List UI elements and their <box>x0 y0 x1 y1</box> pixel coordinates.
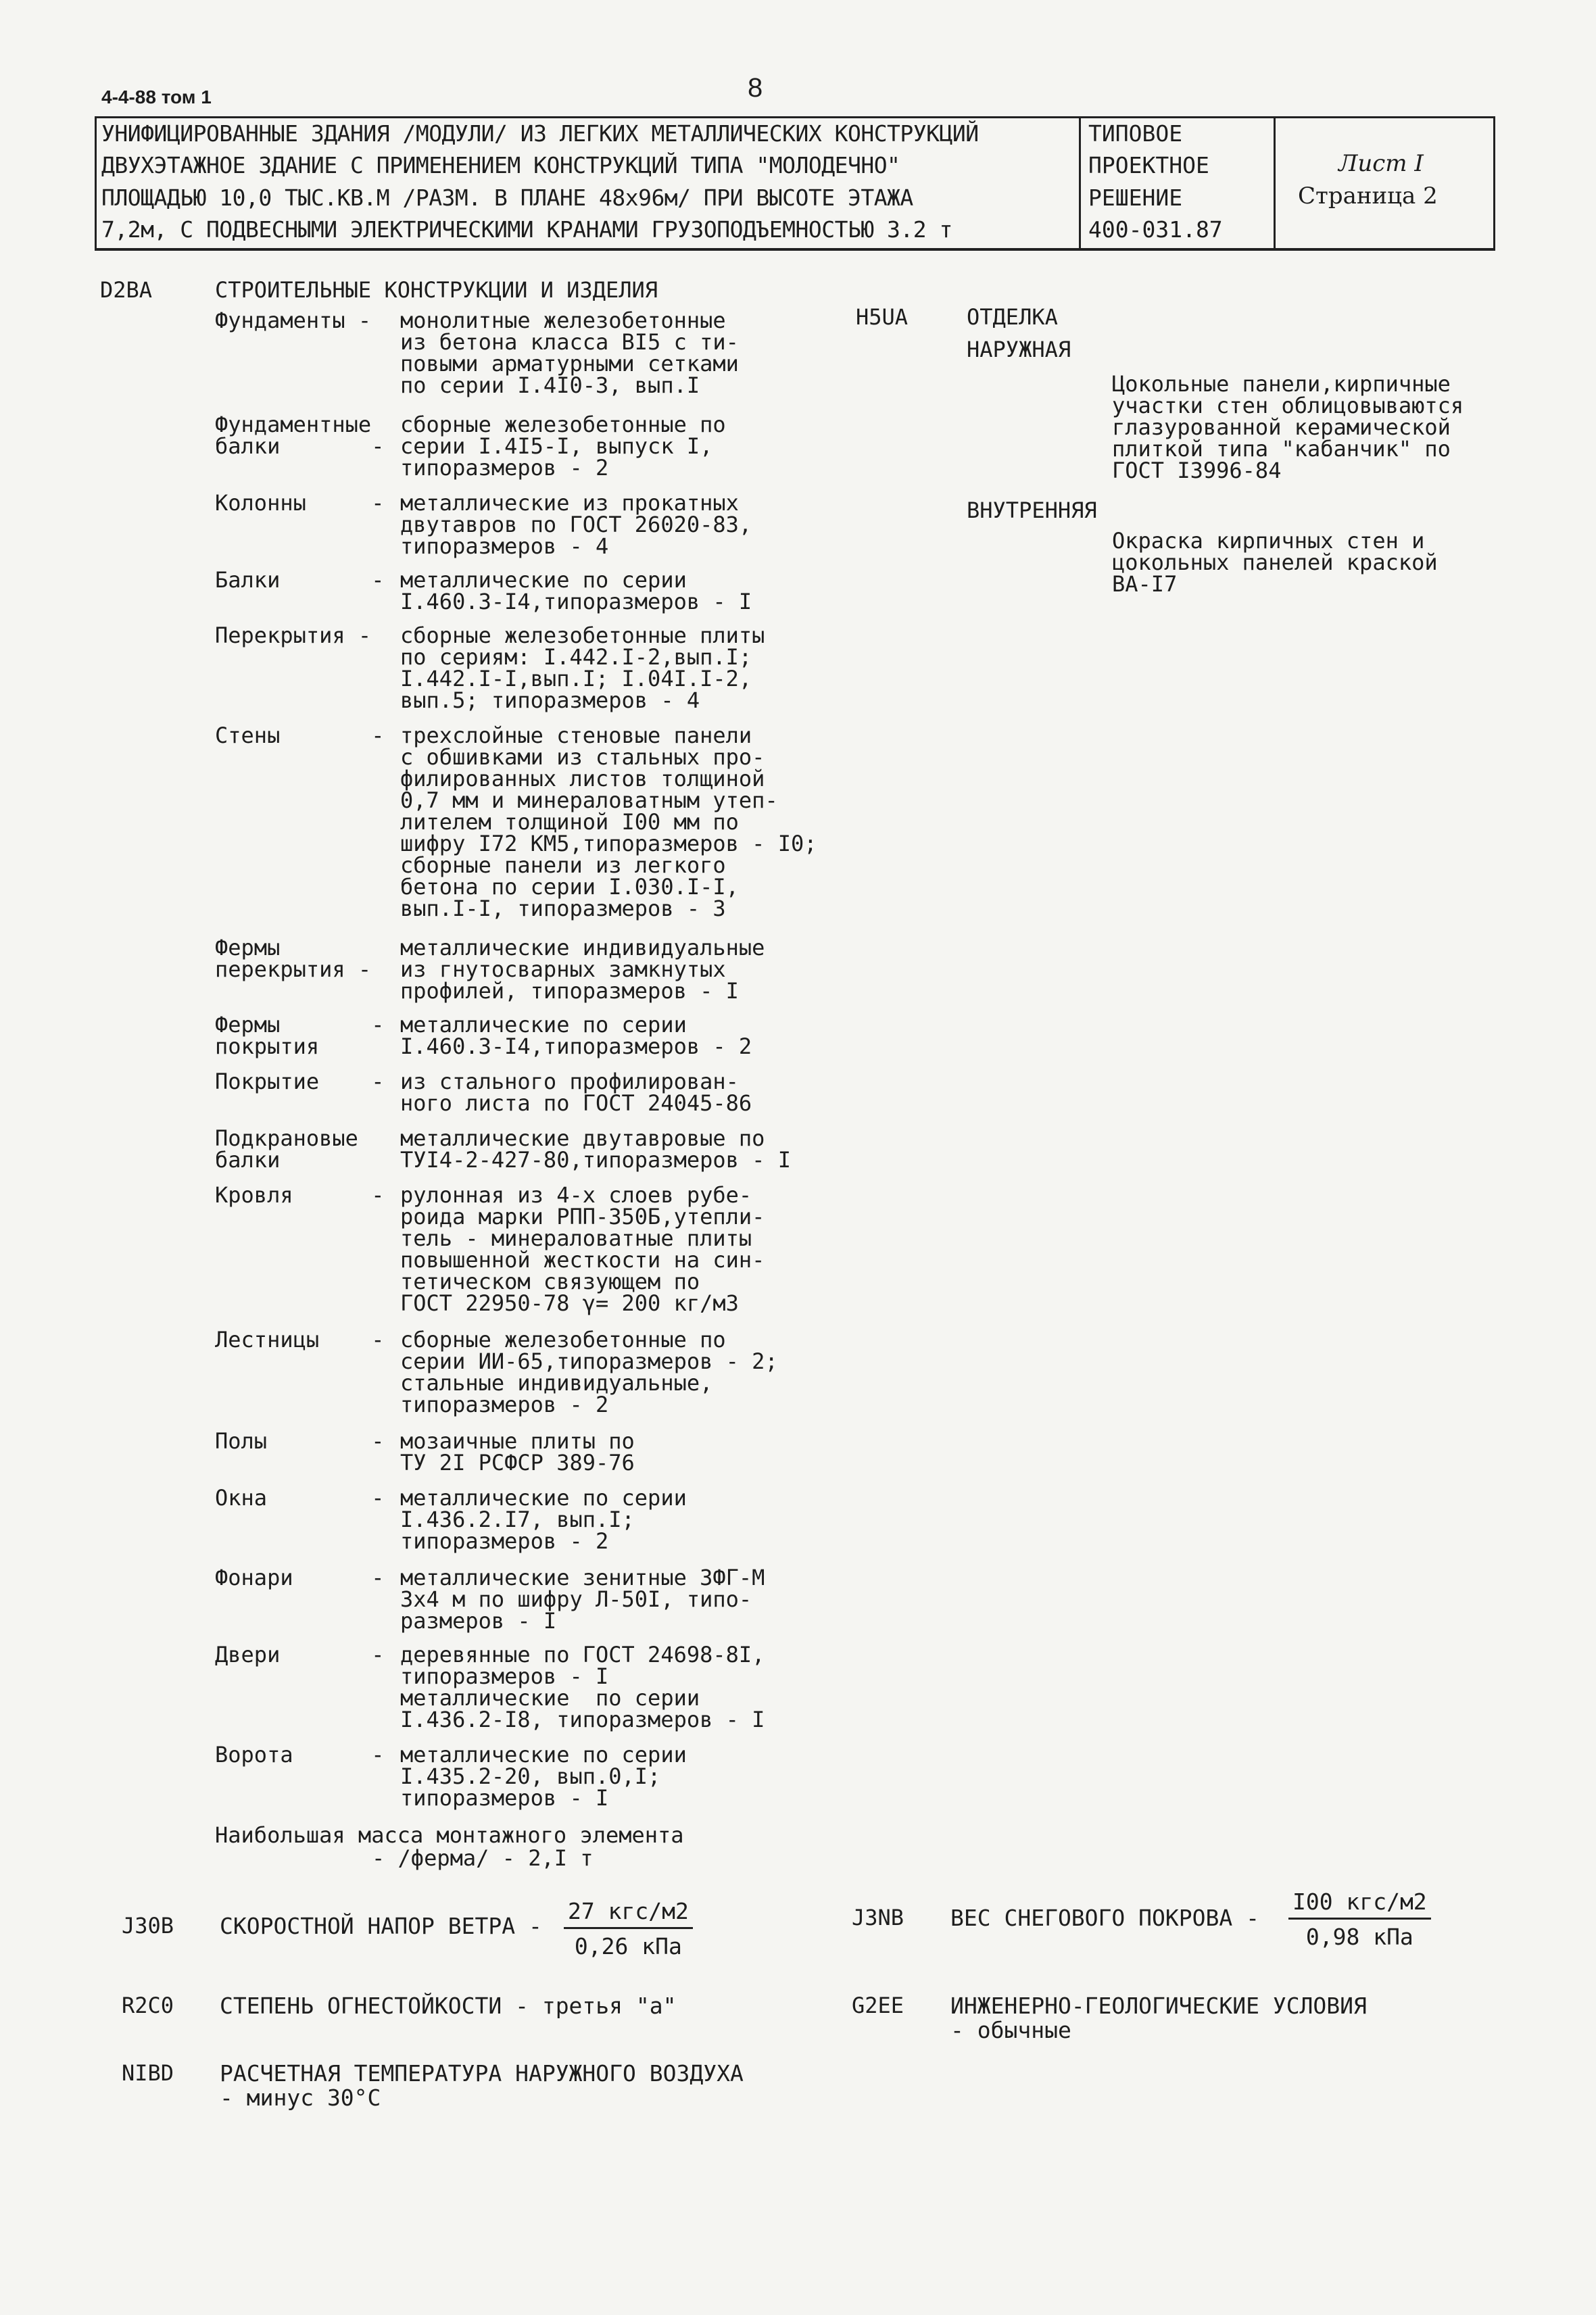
fire-code: R2C0 <box>122 1993 174 2018</box>
geo-conditions-line-2: - обычные <box>950 2017 1071 2043</box>
snow-code: J3NB <box>852 1905 904 1930</box>
max-mass-line-2: - /ферма/ - 2,I т <box>372 1845 594 1871</box>
title-line-1: УНИФИЦИРОВАННЫЕ ЗДАНИЯ /МОДУЛИ/ ИЗ ЛЕГКИХ МЕТАЛЛИЧЕСКИХ КОНСТРУКЦИЙ <box>101 120 979 147</box>
item-label: Фермы - покрытия <box>215 1012 385 1059</box>
wind-value-kgf: 27 кгс/м2 <box>564 1898 693 1929</box>
title-divider <box>1079 116 1081 250</box>
snow-label: ВЕС СНЕГОВОГО ПОКРОВА - <box>950 1905 1259 1931</box>
item-label: Полы - <box>215 1428 385 1454</box>
item-text: металлические зенитные ЗФГ-М 3х4 м по шифру Л-50I, типо- размеров - I <box>400 1565 765 1634</box>
finish-title: ОТДЕЛКА <box>967 304 1058 330</box>
item-text: сборные железобетонные плиты по сериям: I.442.I-2,вып.I; I.442.I-I,вып.I; I.04I.I-2, вып.5; типоразмеров - 4 <box>400 623 765 713</box>
item-label: Двери - <box>215 1642 385 1667</box>
item-label: Покрытие - <box>215 1069 385 1094</box>
item-text: металлические по серии I.435.2-20, вып.0,I; типоразмеров - I <box>400 1742 687 1811</box>
stamp-line-2: ПРОЕКТНОЕ <box>1088 152 1209 178</box>
item-text: металлические индивидуальные из гнутосварных замкнутых профилей, типоразмеров - I <box>400 935 765 1004</box>
item-text: трехслойные стеновые панели с обшивками из стальных про- филированных листов толщиной 0,7 мм и минераловатным утеп- лителем толщиной I00 мм по шифру I72 КМ5,типоразмеров - I0; сборные панели из легкого бетона по серии I.030.I-I, вып.I-I, типоразмеров - 3 <box>400 723 817 921</box>
item-label: Лестницы - <box>215 1327 385 1353</box>
item-label: Окна - <box>215 1485 385 1511</box>
item-text: деревянные по ГОСТ 24698-8I, типоразмеров - I металлические по серии I.436.2-I8, типоразмеров - I <box>400 1642 765 1732</box>
finish-inner-label: ВНУТРЕННЯЯ <box>967 497 1097 523</box>
snow-value-kpa: 0,98 кПа <box>1305 1924 1413 1950</box>
snow-value-kgf: I00 кгс/м2 <box>1288 1888 1431 1920</box>
wind-value-kpa: 0,26 кПа <box>574 1933 682 1959</box>
item-label: Кровля - <box>215 1182 385 1208</box>
wind-value <box>564 1898 693 1959</box>
finish-outer-text: Цокольные панели,кирпичные участки стен облицовываются глазурованной керамической плиткой типа "кабанчик" по ГОСТ I3996-84 <box>1112 371 1464 483</box>
item-label: Подкрановые балки <box>215 1125 358 1173</box>
item-label: Ворота - <box>215 1742 385 1768</box>
item-text: металлические по серии I.460.3-I4,типоразмеров - I <box>400 567 752 614</box>
geo-code: G2EE <box>852 1993 904 2018</box>
geo-conditions-line-1: ИНЖЕНЕРНО-ГЕОЛОГИЧЕСКИЕ УСЛОВИЯ <box>950 1993 1367 2019</box>
wind-code: J30B <box>122 1913 174 1939</box>
item-text: рулонная из 4-х слоев рубе- роида марки РПП-350Б,утепли- тель - минераловатные плиты повышенной жесткости на син- тетическом связующем по ГОСТ 22950-78 γ= 200 кг/м3 <box>400 1182 765 1316</box>
finish-outer-label: НАРУЖНАЯ <box>967 337 1071 362</box>
item-text: металлические из прокатных двутавров по ГОСТ 26020-83, типоразмеров - 4 <box>400 490 752 559</box>
item-text: из стального профилирован- ного листа по ГОСТ 24045-86 <box>400 1069 752 1116</box>
item-text: сборные железобетонные по серии I.4I5-I, выпуск I, типоразмеров - 2 <box>400 412 726 481</box>
stamp-line-1: ТИПОВОЕ <box>1088 120 1183 147</box>
finish-inner-text: Окраска кирпичных стен и цокольных панелей краской ВА-I7 <box>1112 528 1438 597</box>
finish-code: H5UA <box>856 304 909 330</box>
section-code: D2BA <box>100 277 153 303</box>
item-text: металлические по серии I.436.2.I7, вып.I; типоразмеров - 2 <box>400 1485 687 1554</box>
item-label: Балки - <box>215 567 385 593</box>
stamp-designation: 400-031.87 <box>1088 216 1223 243</box>
page-label: Страница 2 <box>1298 182 1438 210</box>
stamp-line-3: РЕШЕНИЕ <box>1088 185 1183 211</box>
item-text: мозаичные плиты по ТУ 2I РСФСР 389-76 <box>400 1428 635 1476</box>
item-text: металлические по серии I.460.3-I4,типоразмеров - 2 <box>400 1012 752 1059</box>
item-label: Колонны - <box>215 490 385 516</box>
item-label: Фундаментные балки - <box>215 412 385 459</box>
temp-line-1: РАСЧЕТНАЯ ТЕМПЕРАТУРА НАРУЖНОГО ВОЗДУХА <box>220 2060 744 2087</box>
temp-code: NIBD <box>122 2060 174 2086</box>
item-label: Перекрытия - <box>215 623 372 648</box>
item-text: сборные железобетонные по серии ИИ-65,типоразмеров - 2; стальные индивидуальные, типоразмеров - 2 <box>400 1327 778 1417</box>
title-line-4: 7,2м, С ПОДВЕСНЫМИ ЭЛЕКТРИЧЕСКИМИ КРАНАМИ ГРУЗОПОДЪЕМНОСТЬЮ 3.2 т <box>101 216 952 243</box>
header-bottom-line <box>95 249 1495 251</box>
item-text: монолитные железобетонные из бетона класса BI5 с ти- повыми арматурными сетками по серии I.4I0-3, вып.I <box>400 308 739 398</box>
document-id: 4-4-88 том 1 <box>101 87 212 107</box>
page-number: 8 <box>748 73 763 103</box>
title-line-2: ДВУХЭТАЖНОЕ ЗДАНИЕ С ПРИМЕНЕНИЕМ КОНСТРУКЦИЙ ТИПА "МОЛОДЕЧНО" <box>101 152 900 178</box>
title-line-3: ПЛОЩАДЬЮ 10,0 ТЫС.КВ.М /РАЗМ. В ПЛАНЕ 48х96м/ ПРИ ВЫСОТЕ ЭТАЖА <box>101 185 913 211</box>
snow-value <box>1288 1888 1431 1950</box>
temp-line-2: - минус 30°С <box>220 2085 381 2111</box>
fire-rating: СТЕПЕНЬ ОГНЕСТОЙКОСТИ - третья "а" <box>220 1993 677 2019</box>
section-title: СТРОИТЕЛЬНЫЕ КОНСТРУКЦИИ И ИЗДЕЛИЯ <box>215 277 658 303</box>
sheet-label: Лист I <box>1338 150 1424 177</box>
item-label: Фонари - <box>215 1565 385 1590</box>
stamp-divider <box>1274 116 1276 250</box>
item-label: Фундаменты - <box>215 308 372 333</box>
item-text: металлические двутавровые по ТУI4-2-427-80,типоразмеров - I <box>400 1125 791 1173</box>
item-label: Фермы перекрытия - <box>215 935 372 982</box>
item-label: Стены - <box>215 723 385 748</box>
max-mass-line-1: Наибольшая масса монтажного элемента <box>215 1822 684 1848</box>
wind-label: СКОРОСТНОЙ НАПОР ВЕТРА - <box>220 1913 542 1939</box>
